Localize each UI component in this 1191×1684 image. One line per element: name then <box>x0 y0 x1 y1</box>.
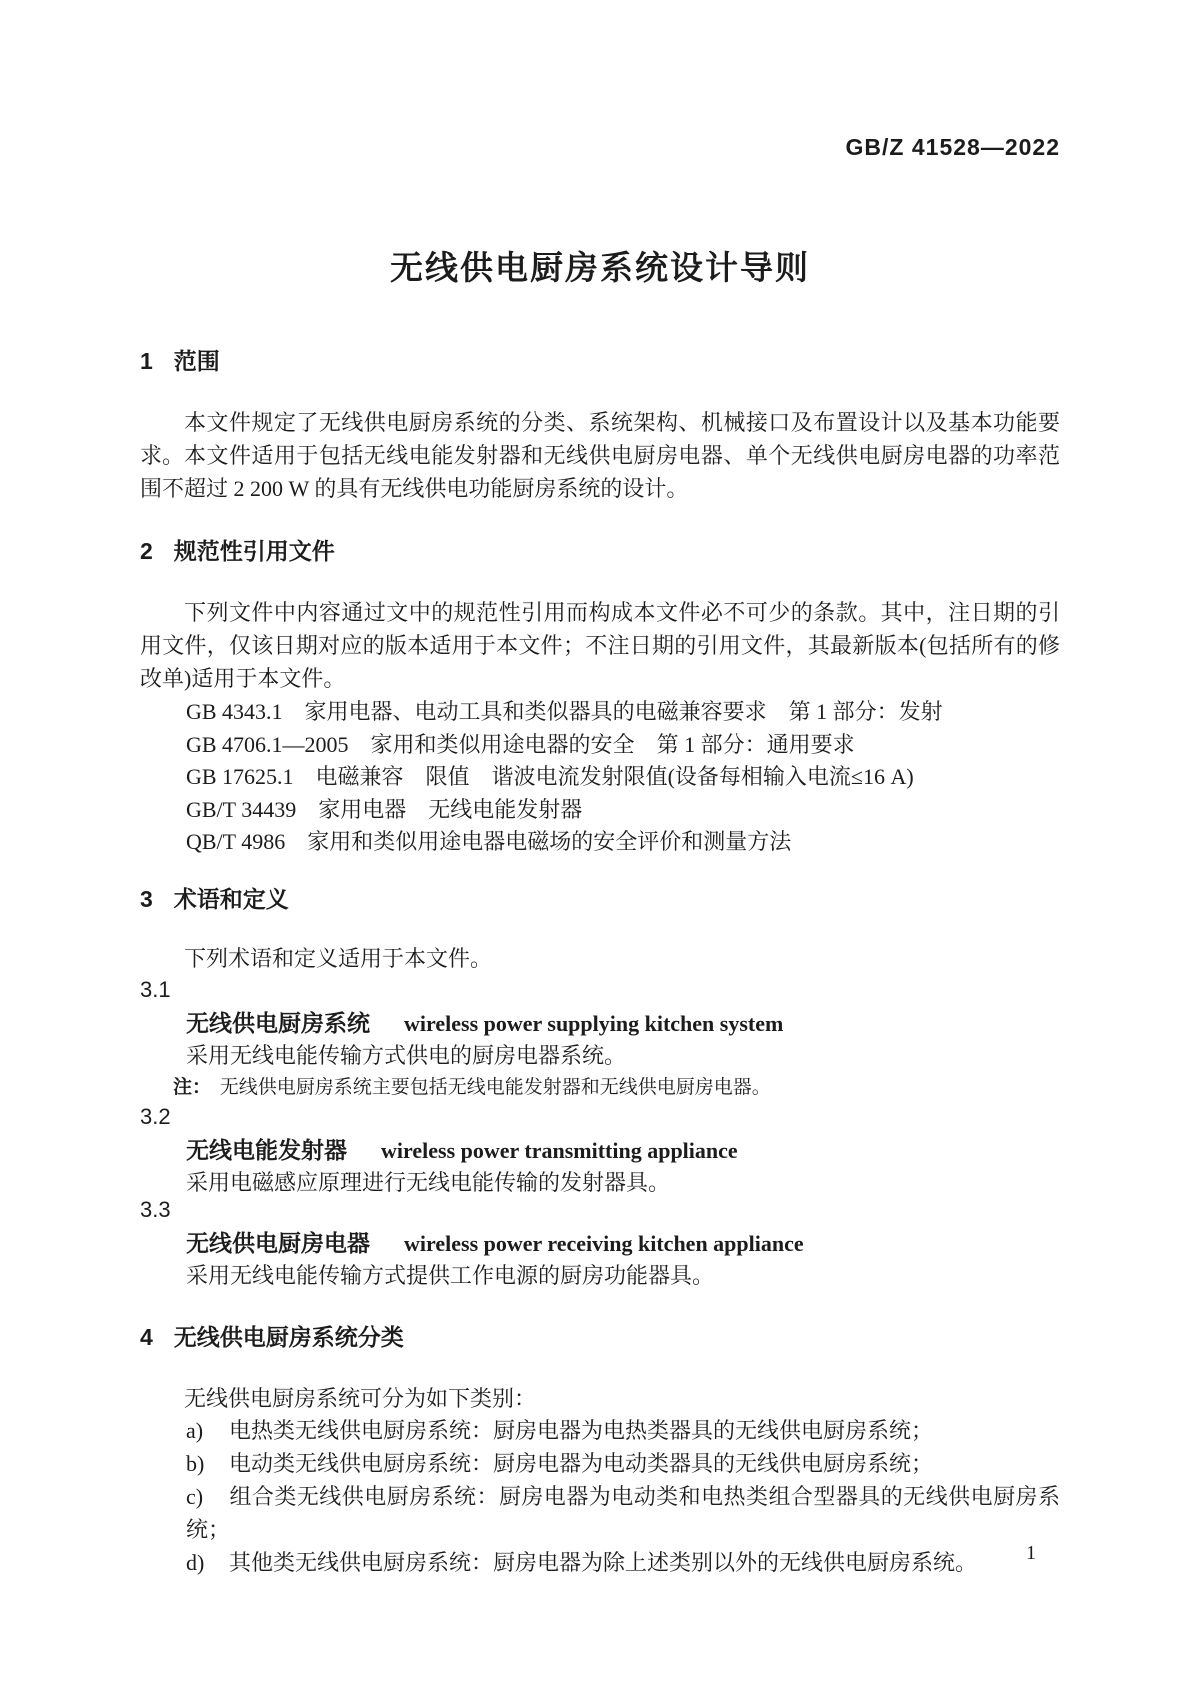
term-3-1-en: wireless power supplying kitchen system <box>404 1011 784 1036</box>
document-title: 无线供电厨房系统设计导则 <box>390 249 810 286</box>
page-number: 1 <box>1026 1542 1036 1564</box>
list-item-text: 电热类无线供电厨房系统：厨房电器为电热类器具的无线供电厨房系统； <box>229 1418 934 1443</box>
section-3-intro: 下列术语和定义适用于本文件。 <box>184 946 493 971</box>
list-item <box>140 1447 1060 1480</box>
standard-code: GB/Z 41528—2022 <box>845 134 1060 160</box>
term-3-3-en: wireless power receiving kitchen appliance <box>404 1231 804 1256</box>
reference-item: QB/T 4986 家用和类似用途电器电磁场的安全评价和测量方法 <box>186 829 792 854</box>
term-3-1-note <box>140 1076 1093 1100</box>
list-item <box>140 1414 1060 1447</box>
section-2-heading <box>140 538 1060 564</box>
section-2-number: 2 <box>140 538 153 564</box>
note-text: 无线供电厨房系统主要包括无线电能发射器和无线供电厨房电器。 <box>219 1077 771 1098</box>
section-1-paragraph-1: 本文件规定了无线供电厨房系统的分类、系统架构、机械接口及布置设计以及基本功能要求。 <box>140 410 1060 468</box>
section-2-paragraph-1: 下列文件中内容通过文中的规范性引用而构成本文件必不可少的条款。其中，注日期的引用文件，仅该日期对应的版本适用于本文件；不注日期的引用文件，其最新版本(包括所有的修改单)适用于本文件。 <box>140 600 1060 691</box>
section-2-title: 规范性引用文件 <box>173 538 335 564</box>
list-item-text: 组合类无线供电厨房系统：厨房电器为电动类和电热类组合型器具的无线供电厨房系统； <box>186 1484 1060 1542</box>
term-3-1 <box>140 1009 1106 1041</box>
term-3-2-id: 3.2 <box>140 1104 171 1129</box>
list-item-marker: c) <box>186 1484 204 1509</box>
term-3-3-id: 3.3 <box>140 1197 171 1222</box>
term-3-1-id: 3.1 <box>140 977 171 1002</box>
term-3-3-zh: 无线供电厨房电器 <box>186 1230 370 1256</box>
section-4-title: 无线供电厨房系统分类 <box>173 1324 404 1350</box>
reference-item: GB/T 34439 家用电器 无线电能发射器 <box>186 796 583 822</box>
list-item-text: 其他类无线供电厨房系统：厨房电器为除上述类别以外的无线供电厨房系统。 <box>229 1550 978 1575</box>
term-3-2-zh: 无线电能发射器 <box>186 1137 347 1163</box>
section-1-paragraph-2: 本文件适用于包括无线电能发射器和无线供电厨房电器、单个无线供电厨房电器的功率范围不超过 2 200 W 的具有无线供电功能厨房系统的设计。 <box>140 443 1060 501</box>
term-3-2 <box>140 1136 1106 1168</box>
term-3-1-definition: 采用无线电能传输方式供电的厨房电器系统。 <box>186 1043 627 1068</box>
normative-references-list <box>140 696 1060 859</box>
term-3-1-zh: 无线供电厨房系统 <box>186 1010 370 1036</box>
reference-item: GB 4706.1—2005 家用和类似用途电器的安全 第 1 部分：通用要求 <box>186 731 855 757</box>
section-3-number: 3 <box>140 886 153 912</box>
section-4-intro: 无线供电厨房系统可分为如下类别： <box>184 1386 537 1411</box>
term-3-2-definition: 采用电磁感应原理进行无线电能传输的发射器具。 <box>186 1170 671 1195</box>
term-3-2-en: wireless power transmitting appliance <box>381 1138 738 1163</box>
section-1-number: 1 <box>140 348 153 374</box>
note-label: 注： <box>173 1077 212 1098</box>
list-item-marker: b) <box>186 1451 205 1476</box>
section-1-title: 范围 <box>173 348 220 374</box>
section-3-title: 术语和定义 <box>173 886 289 912</box>
list-item-text: 电动类无线供电厨房系统：厨房电器为电动类器具的无线供电厨房系统； <box>229 1451 934 1476</box>
reference-item: GB 17625.1 电磁兼容 限值 谐波电流发射限值(设备每相输入电流≤16 A) <box>186 764 914 789</box>
section-1-heading <box>140 348 1060 374</box>
list-item-marker: a) <box>186 1418 204 1443</box>
term-3-3-definition: 采用无线电能传输方式提供工作电源的厨房功能器具。 <box>186 1263 715 1288</box>
reference-item: GB 4343.1 家用电器、电动工具和类似器具的电磁兼容要求 第 1 部分：发射 <box>186 699 943 724</box>
section-3-heading <box>140 886 1060 912</box>
term-3-3 <box>140 1229 1106 1261</box>
list-item <box>140 1480 1060 1546</box>
list-item-marker: d) <box>186 1550 205 1575</box>
section-4-heading <box>140 1324 1060 1350</box>
section-4-number: 4 <box>140 1324 153 1350</box>
